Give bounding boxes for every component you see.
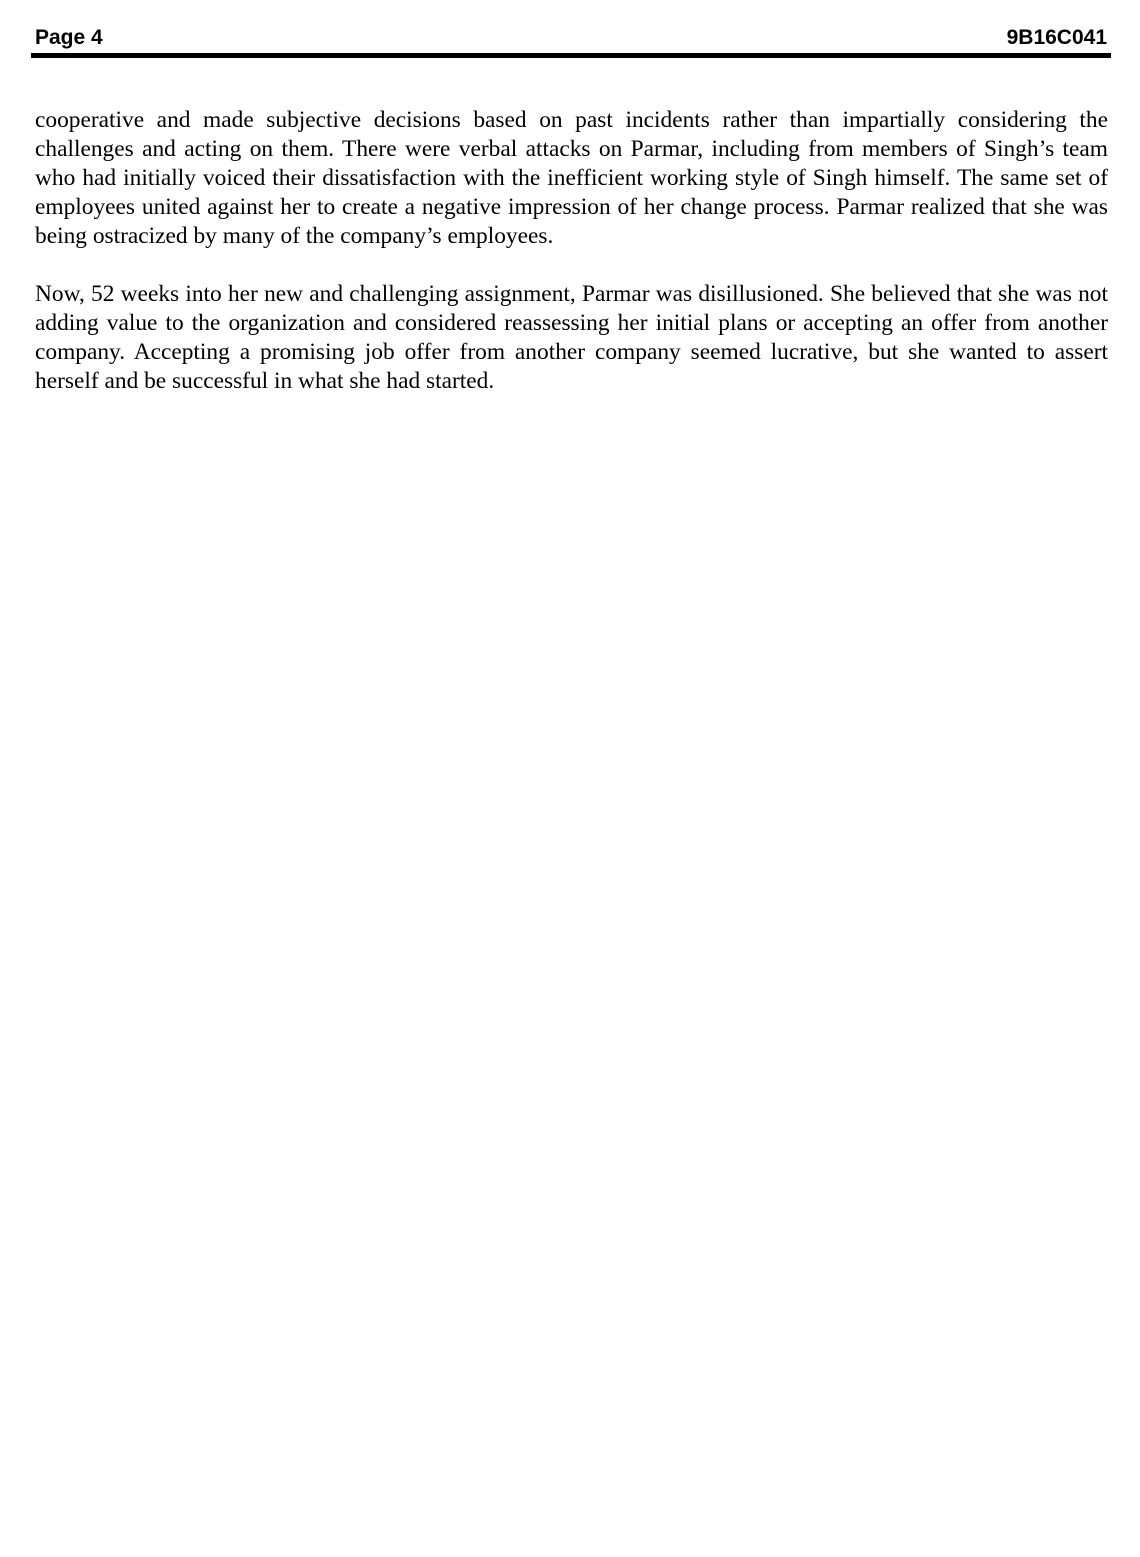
paragraph: Now, 52 weeks into her new and challenging assignment, Parmar was disillusioned. She believed that she was not adding value to the organization and considered reassessing her initial plans or accepting an offer from another company. Accepting a promising job offer from another company seemed lucrative, but she wanted to assert herself and be successful in what she had started. (35, 281, 1108, 394)
paragraph: cooperative and made subjective decisions based on past incidents rather than impartially considering the challenges and acting on them. There were verbal attacks on Parmar, including from members of Singh’s team who had initially voiced their dissatisfaction with the inefficient working style of Singh himself. The same set of employees united against her to create a negative impression of her change process. Parmar realized that she was being ostracized by many of the company’s employees. (35, 107, 1108, 249)
page-header (33, 24, 1111, 54)
page-number: Page 4 (35, 26, 103, 49)
document-body (35, 106, 1108, 425)
header-divider (31, 53, 1111, 58)
case-code: 9B16C041 (1006, 26, 1107, 49)
